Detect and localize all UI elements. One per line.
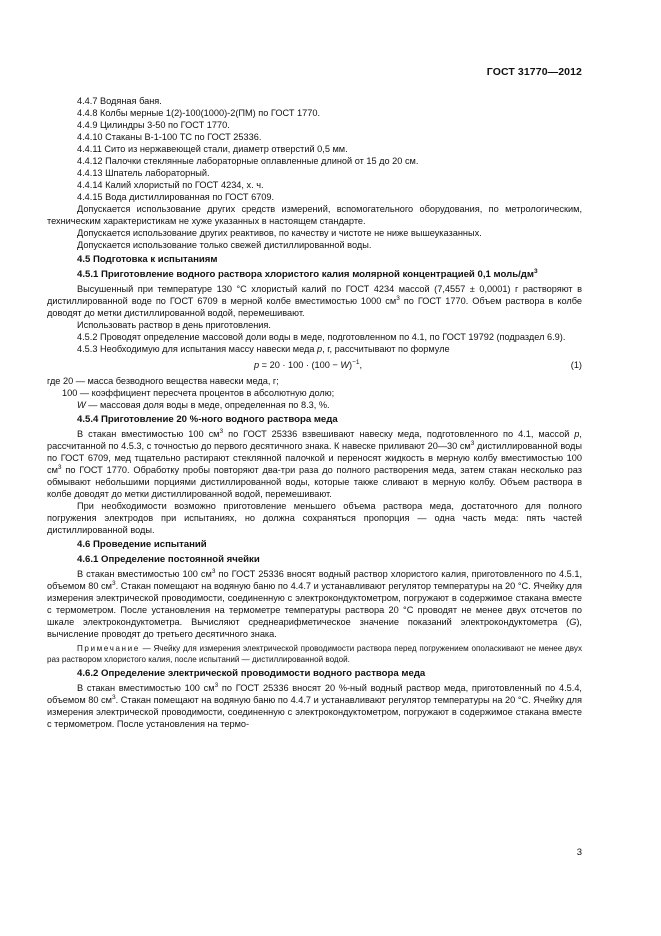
list-item: 4.4.9 Цилиндры 3-50 по ГОСТ 1770. <box>77 120 230 130</box>
paragraph-4-5-3: 4.5.3 Необходимую для испытания массу навески меда p, г, рассчитывают по формуле <box>77 344 450 354</box>
paragraph-4-5-4: В стакан вместимостью 100 $см^3$ по ГОСТ 25336 взвешивают навеску меда, подготовленного по 4.1, массой p, рассчитанной по 4.5.3, с точностью до первого десятичного знака. К навеске приливают 20—30 $см^3$ дистиллированной воды по ГОСТ 6709, мед тщательно растирают стеклянной палочкой и переносят жидкость в мерную колбу вместимостью 100 $см^3$ по ГОСТ 1770. Обработку пробы повторяют два-три раза до полного растворения меда, затем стакан несколько раз обмывают небольшими порциями дистиллированной воды, которые также сливают в мерную колбу. Объем раствора в колбе доводят до метки дистиллированной водой, перемешивают. <box>47 428 583 499</box>
document-body <box>47 95 582 730</box>
formula-expression: $p = 20 \cdot 100 \cdot (100 - W)^{-1}$, <box>254 359 363 370</box>
formula-legend-line: W — массовая доля воды в меде, определенная по 8.3, %. <box>77 400 330 410</box>
section-heading-4-5: 4.5 Подготовка к испытаниям <box>77 254 218 265</box>
paragraph-4-5-1: Высушенный при температуре 130 °С хлористый калий по ГОСТ 4234 массой (7,4557 ± 0,0001) г растворяют в дистиллированной воде по ГОСТ 6709 в мерной колбе вместимостью 1000 $см^3$ по ГОСТ 1770. Объем раствора в колбе доводят до метки дистиллированной водой, перемешивают. <box>47 284 583 318</box>
page-number: 3 <box>576 847 582 858</box>
paragraph-4-6-1: В стакан вместимостью 100 $см^3$ по ГОСТ 25336 вносят водный раствор хлористого калия, приготовленного по 4.5.1, объемом 80 $см^3$. Стакан помещают на водяную баню по 4.4.7 и устанавливают регулятор температуры на 20 °С. Ячейку для измерения электрической проводимости, соединенную с электрокондуктометром, погружают в содержимое стакана вместе с термометром. После установления на термометре температуры раствора 20 °С проводят не менее двух отсчетов по шкале электрокондуктометра. Вычисляют среднеарифметическое значение показаний электрокондуктометра (G), вычисление проводят до третьего десятичного знака. <box>47 568 582 639</box>
list-item: 4.4.12 Палочки стеклянные лабораторные оплавленные длиной от 15 до 20 см. <box>77 156 419 166</box>
list-item: 4.4.11 Сито из нержавеющей стали, диаметр отверстий 0,5 мм. <box>77 144 348 154</box>
document-header: ГОСТ 31770—2012 <box>486 66 582 78</box>
list-item: 4.4.10 Стаканы В-1-100 ТС по ГОСТ 25336. <box>77 132 262 142</box>
paragraph-allow-reagents: Допускается использование других реактивов, по качеству и чистоте не ниже вышеуказанных. <box>77 228 482 238</box>
paragraph-4-5-2: 4.5.2 Проводят определение массовой доли воды в меде, подготовленном по 4.1, по ГОСТ 19792 (подраздел 6.9). <box>77 332 566 342</box>
list-item: 4.4.15 Вода дистиллированная по ГОСТ 6709. <box>77 192 275 202</box>
section-heading-4-6: 4.6 Проведение испытаний <box>77 539 207 550</box>
formula-1 <box>47 357 582 373</box>
list-item: 4.4.7 Водяная баня. <box>77 96 162 106</box>
paragraph-4-6-2: В стакан вместимостью 100 $см^3$ по ГОСТ 25336 вносят 20 %-ный водный раствор меда, приготовленный по 4.5.4, объемом 80 $см^3$. Стакан помещают на водяную баню по 4.4.7 и устанавливают регулятор температуры на 20 °С. Ячейку для измерения электрической проводимости, соединенную с электрокондуктометром, погружают в содержимое стакана вместе с термометром. После установления на термо- <box>47 682 582 729</box>
section-heading-4-6-1: 4.6.1 Определение постоянной ячейки <box>77 554 260 565</box>
paragraph-4-5-4-small-volume: При необходимости возможно приготовление меньшего объема раствора меда, достаточного для полного погружения электродов при испытаниях, но должна сохраняться пропорция — одна часть меда: пять частей дистиллированной воды. <box>47 501 582 535</box>
formula-number: (1) <box>570 360 582 370</box>
section-heading-4-5-1: 4.5.1 Приготовление водного раствора хлористого калия молярной концентрацией 0,1 моль/$дм^3$ <box>77 268 538 280</box>
list-item: 4.4.14 Калий хлористый по ГОСТ 4234, х. ч. <box>77 180 264 190</box>
list-item: 4.4.13 Шпатель лабораторный. <box>77 168 210 178</box>
paragraph-allow-equipment: Допускается использование других средств измерений, вспомогательного оборудования, по метрологическим, техническим характеристикам не хуже указанных в настоящем стандарте. <box>47 204 582 226</box>
formula-legend-line: 100 — коэффициент пересчета процентов в абсолютную долю; <box>62 388 335 398</box>
note: Примечание — Ячейку для измерения электрической проводимости раствора перед погружением ополаскивают не менее двух раз раствором хлористого калия, после испытаний — дистиллированной водой. <box>47 644 582 664</box>
equipment-list <box>47 95 582 203</box>
section-heading-4-5-4: 4.5.4 Приготовление 20 %-ного водного раствора меда <box>77 414 338 425</box>
formula-legend-line: где 20 — масса безводного вещества навески меда, г; <box>47 376 279 386</box>
section-heading-4-6-2: 4.6.2 Определение электрической проводимости водного раствора меда <box>77 668 426 679</box>
paragraph-4-5-1-use: Использовать раствор в день приготовления. <box>77 320 271 330</box>
paragraph-allow-water: Допускается использование только свежей дистиллированной воды. <box>77 240 372 250</box>
list-item: 4.4.8 Колбы мерные 1(2)-100(1000)-2(ПМ) по ГОСТ 1770. <box>77 108 321 118</box>
note-label: Примечание <box>77 644 140 653</box>
